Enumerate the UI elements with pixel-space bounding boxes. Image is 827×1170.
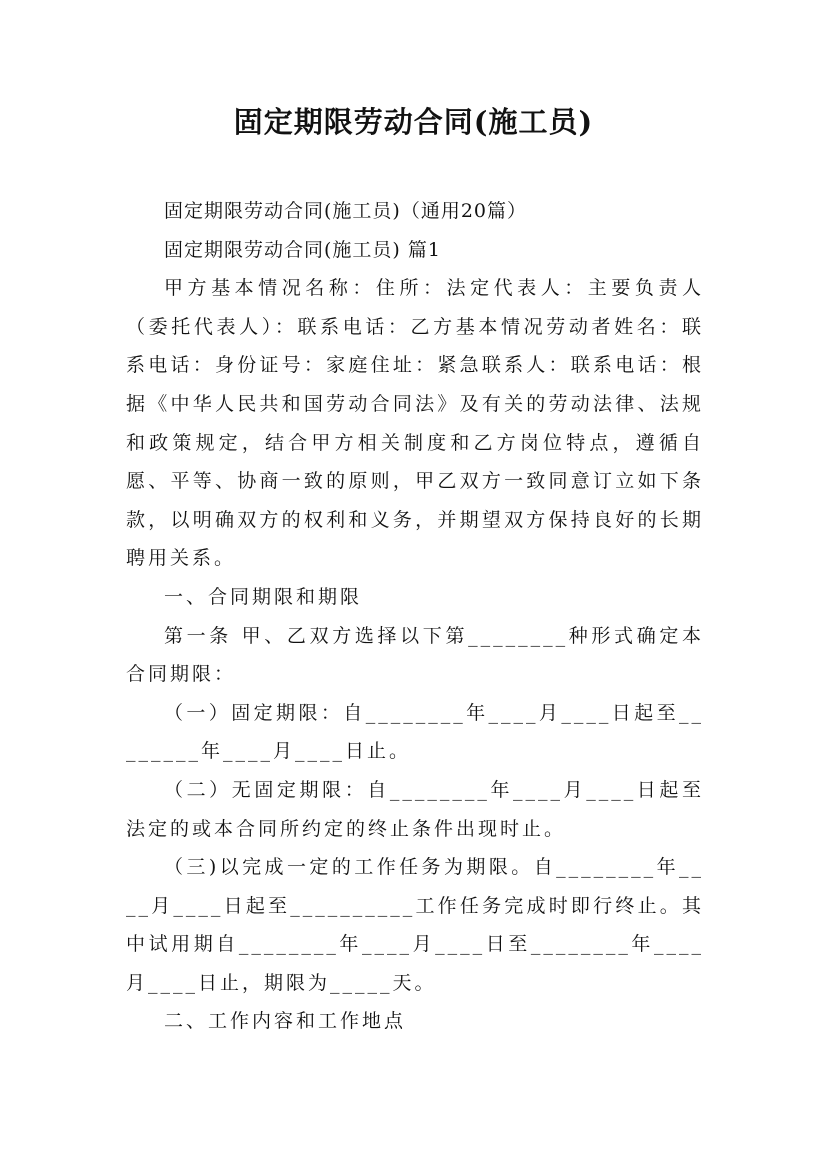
paragraph-preamble: 甲方基本情况名称：住所：法定代表人：主要负责人（委托代表人）：联系电话：乙方基本情况劳动者姓名：联系电话：身份证号：家庭住址：紧急联系人：联系电话：根据《中华人民共和国劳动合同法》及有关的劳动法律、法规和政策规定，结合甲方相关制度和乙方岗位特点，遵循自愿、平等、协商一致的原则，甲乙双方一致同意订立如下条款，以明确双方的权利和义务，并期望双方保持良好的长期聘用关系。 [126, 277, 704, 570]
section-heading-term: 一、合同期限和期限 [164, 585, 363, 608]
clause-task-term: （三)以完成一定的工作任务为期限。自________年____月____日起至__________工作任务完成时即行终止。其中试用期自________年____月____日至________年____月____日止，期限为_____天。 [126, 856, 704, 994]
paragraph-article-heading: 固定期限劳动合同(施工员) 篇1 [164, 238, 441, 261]
section-heading-work: 二、工作内容和工作地点 [164, 1010, 407, 1033]
document-body [126, 192, 704, 1041]
paragraph-series-heading: 固定期限劳动合同(施工员)（通用20篇） [164, 200, 528, 222]
clause-article-one: 第一条 甲、乙双方选择以下第________种形式确定本合同期限： [126, 624, 704, 686]
clause-fixed-term: （一）固定期限：自________年____月____日起至________年____月____日止。 [126, 701, 704, 763]
document-title: 固定期限劳动合同(施工员) [233, 105, 594, 139]
clause-open-term: （二）无固定期限：自________年____月____日起至法定的或本合同所约定的终止条件出现时止。 [126, 778, 704, 840]
